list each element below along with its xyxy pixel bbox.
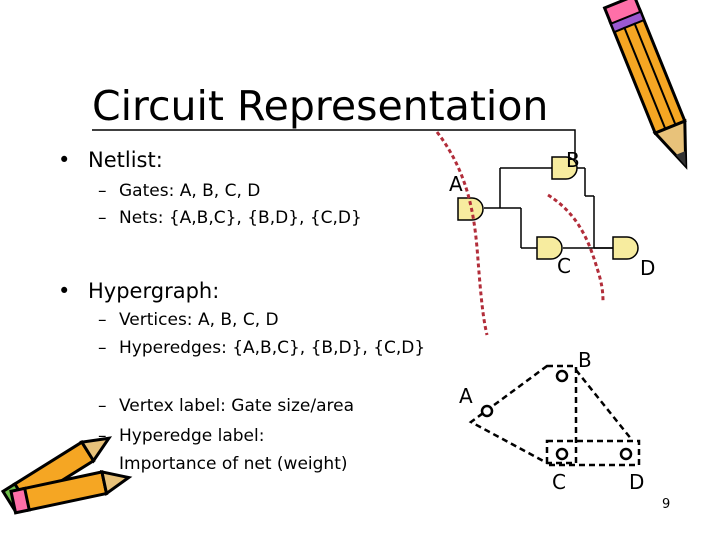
hyperedge-weight-text: Importance of net (weight): [119, 454, 348, 474]
hyperedge-bd: [576, 370, 632, 440]
hypergraph-heading: Hypergraph:: [88, 279, 220, 303]
netlist-gates-item: – Gates: A, B, C, D: [98, 181, 261, 201]
circuit-label-d: D: [640, 256, 656, 280]
hyperedge-label-item: – Hyperedge label:: [98, 426, 265, 446]
hyperedge-label-text: Hyperedge label:: [119, 426, 265, 446]
hypergraph-bullet: • Hypergraph:: [58, 279, 220, 303]
netlist-nets-item: – Nets: {A,B,C}, {B,D}, {C,D}: [98, 208, 362, 228]
circuit-label-b: B: [566, 148, 580, 172]
vertex-label-text: Vertex label: Gate size/area: [119, 396, 355, 416]
circuit-label-c: C: [557, 254, 571, 278]
page-number: 9: [662, 497, 671, 512]
vertex-c: [557, 449, 567, 459]
circuit-label-a: A: [449, 172, 463, 196]
vertex-d: [621, 449, 631, 459]
vertex-a: [482, 406, 492, 416]
graph-label-a: A: [459, 384, 473, 408]
vertex-b: [557, 371, 567, 381]
netlist-bullet: • Netlist:: [58, 148, 163, 172]
vertices-text: Vertices: A, B, C, D: [119, 310, 279, 330]
graph-label-d: D: [629, 470, 645, 494]
gates-text: Gates: A, B, C, D: [119, 181, 261, 201]
slide-title: Circuit Representation: [92, 82, 549, 130]
graph-label-b: B: [578, 348, 592, 372]
hyperedges-item: – Hyperedges: {A,B,C}, {B,D}, {C,D}: [98, 338, 426, 358]
nets-text: Nets: {A,B,C}, {B,D}, {C,D}: [119, 208, 362, 228]
netlist-heading: Netlist:: [88, 148, 163, 172]
vertex-label-item: – Vertex label: Gate size/area: [98, 396, 355, 416]
hyperedges-text: Hyperedges: {A,B,C}, {B,D}, {C,D}: [119, 338, 426, 358]
vertices-item: – Vertices: A, B, C, D: [98, 310, 279, 330]
graph-label-c: C: [552, 470, 566, 494]
